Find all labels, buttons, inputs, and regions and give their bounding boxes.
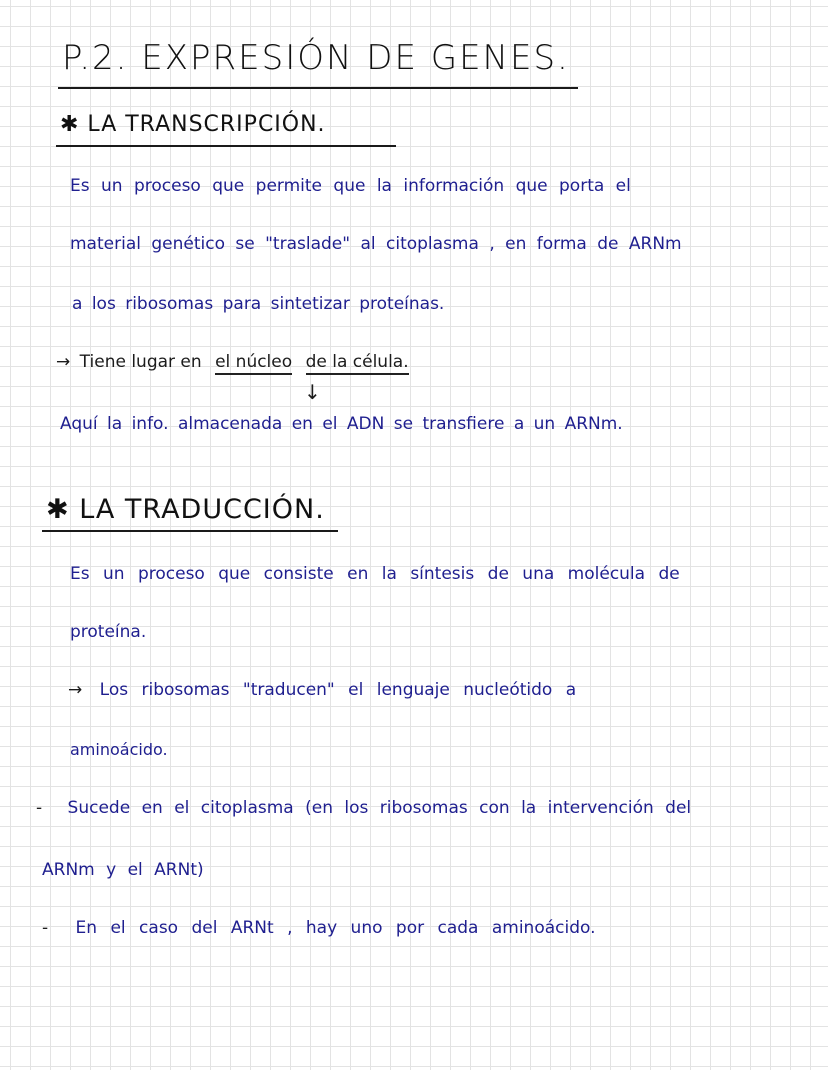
traduccion-line-3: Los ribosomas "traducen" el lenguaje nucleótido a — [99, 680, 577, 700]
lugar-line — [56, 352, 409, 375]
traduccion-line-5-row — [36, 798, 691, 818]
traduccion-line-6: ARNm y el ARNt) — [42, 860, 204, 880]
page-title: P.2. EXPRESIÓN DE GENES. — [62, 38, 570, 78]
lugar-prefix: Tiene lugar en — [79, 352, 202, 372]
traduccion-line-7: En el caso del ARNt , hay uno por cada aminoácido. — [75, 918, 596, 938]
section-heading-transcripcion: ✱ LA TRANSCRIPCIÓN. — [60, 112, 326, 137]
traduccion-line-5: Sucede en el citoplasma (en los ribosomas con la intervención del — [67, 798, 692, 818]
section-heading-underline — [56, 145, 396, 147]
arrow-right-icon: → — [68, 680, 83, 700]
arrow-right-icon: → — [56, 352, 71, 372]
section-heading-traduccion: ✱ LA TRADUCCIÓN. — [46, 494, 325, 525]
lugar-underlined: el núcleo — [215, 352, 292, 375]
transcripcion-line-3: a los ribosomas para sintetizar proteínas. — [72, 294, 445, 314]
lugar-suffix: de la célula. — [306, 352, 409, 375]
traduccion-line-7-row — [42, 918, 596, 938]
traduccion-line-1: Es un proceso que consiste en la síntesis de una molécula de — [70, 564, 680, 584]
title-underline — [58, 87, 578, 89]
arrow-down-icon: ↓ — [304, 380, 321, 404]
dash-bullet: - — [42, 918, 49, 938]
dash-bullet: - — [36, 798, 43, 818]
traduccion-line-3-row — [68, 680, 576, 700]
transcripcion-line-1: Es un proceso que permite que la información que porta el — [70, 176, 631, 196]
transcripcion-line-2: material genético se "traslade" al citoplasma , en forma de ARNm — [70, 234, 682, 254]
traduccion-line-2: proteína. — [70, 622, 147, 642]
transcripcion-detail: Aquí la info. almacenada en el ADN se transfiere a un ARNm. — [60, 414, 623, 434]
traduccion-line-4: aminoácido. — [70, 740, 168, 759]
section-heading-underline-2 — [42, 530, 338, 532]
